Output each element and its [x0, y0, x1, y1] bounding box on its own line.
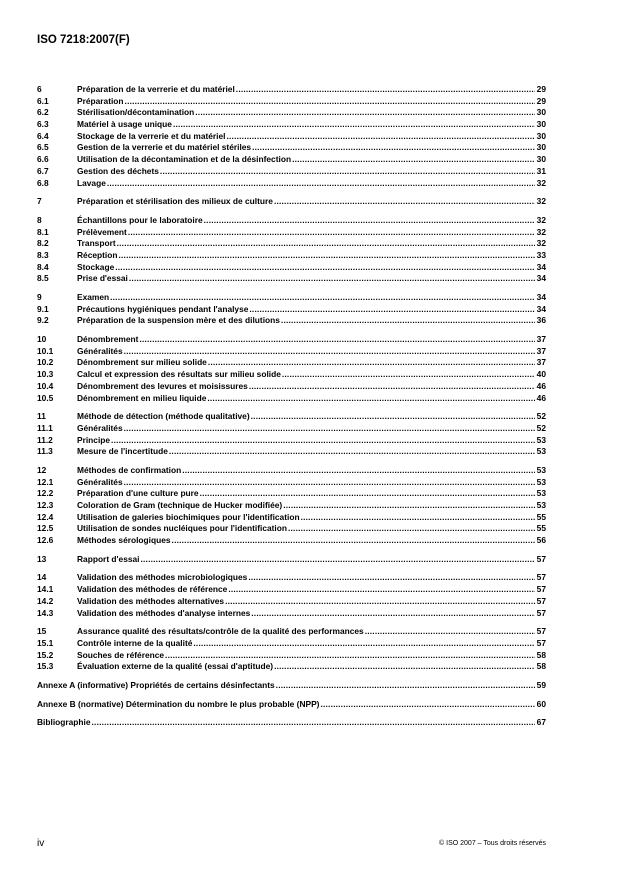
toc-entry[interactable]: [37, 346, 546, 358]
toc-entry-page: 40: [536, 369, 546, 380]
toc-entry-title: Rapport d'essai: [77, 553, 140, 564]
toc-entry-title: Coloration de Gram (technique de Hucker modifiée): [77, 500, 283, 510]
toc-entry-page: 46: [536, 392, 546, 403]
document-header: ISO 7218:2007(F): [37, 34, 130, 46]
toc-entry[interactable]: [37, 535, 546, 547]
dot-leader: [172, 535, 535, 545]
dot-leader: [251, 411, 535, 421]
toc-entry[interactable]: [37, 262, 546, 274]
toc-entry[interactable]: [37, 178, 546, 190]
toc-entry-page: 53: [536, 446, 546, 457]
toc-entry-title: Préparation et stérilisation des milieux de culture: [77, 196, 273, 207]
toc-entry-title: Utilisation de sondes nucléiques pour l'identification: [77, 523, 287, 534]
toc-entry-title: Dénombrement: [77, 334, 139, 345]
toc-entry-number: 6.8: [37, 177, 49, 188]
toc-entry-page: 57: [536, 572, 546, 583]
dot-leader: [225, 596, 535, 606]
toc-entry[interactable]: [37, 500, 546, 512]
toc-entry-title: Principe: [77, 434, 111, 445]
dot-leader: [301, 512, 535, 522]
toc-entry-page: 30: [536, 154, 546, 165]
toc-entry-page: 29: [536, 84, 546, 94]
toc-entry-number: 14.2: [37, 595, 54, 606]
toc-section: [37, 572, 546, 619]
toc-entry-number: 8.5: [37, 273, 49, 284]
toc-entry-number: 12.4: [37, 511, 54, 522]
toc-entry-title: Généralités: [77, 422, 123, 433]
toc-entry-title: Prise d'essai: [77, 273, 128, 284]
dot-leader: [124, 477, 535, 487]
dot-leader: [283, 500, 535, 510]
dot-leader: [160, 166, 535, 176]
toc-entry[interactable]: [37, 215, 546, 227]
toc-entry[interactable]: [37, 488, 546, 500]
toc-entry-page: 30: [536, 119, 546, 130]
toc-entry-page: 57: [536, 626, 546, 637]
toc-entry-number: 11.3: [37, 446, 53, 457]
toc-entry-title: Lavage: [77, 177, 106, 188]
toc-entry[interactable]: [37, 292, 546, 304]
toc-section: [37, 680, 546, 692]
toc-entry-number: 10.3: [37, 369, 54, 380]
toc-entry-title: Dénombrement sur milieu solide: [77, 357, 207, 368]
toc-entry-number: 9: [37, 292, 42, 302]
toc-entry-page: 56: [536, 535, 546, 546]
toc-entry-title: Contrôle interne de la qualité: [77, 637, 193, 648]
toc-section: [37, 196, 546, 208]
dot-leader: [274, 661, 535, 671]
toc-entry[interactable]: [37, 238, 546, 250]
toc-entry[interactable]: [37, 393, 546, 405]
toc-entry-page: 32: [536, 214, 546, 225]
toc-entry-page: 52: [536, 411, 546, 422]
toc-entry-number: 12.2: [37, 488, 54, 499]
toc-entry-number: 8.1: [37, 226, 49, 237]
dot-leader: [115, 262, 535, 272]
toc-entry-title: Souches de référence: [77, 649, 165, 660]
toc-entry-title: Bibliographie: [37, 717, 91, 728]
toc-entry-title: Utilisation de galeries biochimiques pour l'identification: [77, 511, 300, 522]
toc-entry-title: Méthodes sérologiques: [77, 535, 171, 546]
toc-entry-page: 53: [536, 476, 546, 487]
toc-section: [37, 292, 546, 327]
toc-entry-page: 53: [536, 434, 546, 445]
dot-leader: [365, 626, 535, 636]
dot-leader: [111, 435, 535, 445]
toc-entry[interactable]: [37, 435, 546, 447]
toc-entry[interactable]: [37, 523, 546, 535]
toc-entry-title: Méthode de détection (méthode qualitative): [77, 411, 250, 422]
dot-leader: [128, 227, 535, 237]
toc-entry[interactable]: [37, 96, 546, 108]
toc-entry[interactable]: [37, 107, 546, 119]
toc-entry-number: 6.5: [37, 142, 49, 153]
toc-entry[interactable]: [37, 250, 546, 262]
toc-entry-page: 32: [536, 226, 546, 237]
toc-entry[interactable]: [37, 512, 546, 524]
toc-entry-number: 8.2: [37, 238, 49, 249]
toc-entry-number: 12.6: [37, 535, 54, 546]
dot-leader: [182, 465, 535, 475]
dot-leader: [227, 131, 536, 141]
toc-entry[interactable]: [37, 596, 546, 608]
dot-leader: [282, 369, 535, 379]
toc-entry-number: 15: [37, 626, 47, 637]
toc-entry-number: 8.4: [37, 261, 49, 272]
dot-leader: [165, 650, 535, 660]
toc-entry[interactable]: [37, 411, 546, 423]
toc-entry-number: 9.2: [37, 315, 49, 326]
toc-section: [37, 215, 546, 285]
toc-entry[interactable]: [37, 477, 546, 489]
toc-entry-page: 60: [536, 698, 546, 709]
toc-entry-number: 12: [37, 464, 47, 475]
toc-entry[interactable]: [37, 315, 546, 327]
toc-entry-page: 46: [536, 380, 546, 391]
toc-entry-page: 30: [536, 130, 546, 141]
toc-entry-number: 8: [37, 214, 42, 225]
dot-leader: [204, 215, 535, 225]
toc-section: [37, 554, 546, 566]
dot-leader: [249, 304, 535, 314]
toc-entry-title: Assurance qualité des résultats/contrôle de la qualité des performances: [77, 626, 364, 637]
toc-entry-page: 30: [536, 142, 546, 153]
toc-entry-number: 12.3: [37, 500, 54, 510]
toc-entry-title: Dénombrement en milieu liquide: [77, 392, 207, 403]
toc-section: [37, 699, 546, 711]
dot-leader: [207, 393, 535, 403]
toc-entry-page: 34: [536, 303, 546, 314]
toc-entry-title: Gestion de la verrerie et du matériel stériles: [77, 142, 252, 153]
toc-entry[interactable]: [37, 584, 546, 596]
toc-entry[interactable]: [37, 142, 546, 154]
dot-leader: [107, 178, 535, 188]
toc-entry[interactable]: [37, 166, 546, 178]
toc-entry-page: 58: [536, 661, 546, 672]
toc-entry-page: 57: [536, 637, 546, 648]
dot-leader: [249, 381, 535, 391]
toc-entry-title: Stockage de la verrerie et du matériel: [77, 130, 226, 141]
toc-section: [37, 465, 546, 547]
toc-entry[interactable]: [37, 423, 546, 435]
toc-entry-title: Méthodes de confirmation: [77, 464, 182, 475]
dot-leader: [129, 273, 535, 283]
toc-entry-page: 57: [536, 595, 546, 606]
toc-entry-page: 53: [536, 464, 546, 475]
toc-entry-title: Validation des méthodes de référence: [77, 584, 228, 595]
toc-entry-page: 53: [536, 488, 546, 499]
toc-entry-title: Préparation d'une culture pure: [77, 488, 199, 499]
copyright-notice: © ISO 2007 – Tous droits réservés: [439, 840, 546, 847]
toc-entry-page: 59: [536, 679, 546, 690]
toc-entry-page: 32: [536, 238, 546, 249]
toc-entry[interactable]: [37, 554, 546, 566]
dot-leader: [292, 154, 535, 164]
dot-leader: [195, 107, 535, 117]
toc-entry-number: 12.5: [37, 523, 54, 534]
toc-entry[interactable]: [37, 638, 546, 650]
toc-entry-title: Prélèvement: [77, 226, 127, 237]
toc-section: [37, 626, 546, 673]
toc-entry-number: 6.3: [37, 119, 49, 130]
dot-leader: [251, 608, 535, 618]
toc-entry-title: Précautions hygiéniques pendant l'analyse: [77, 303, 249, 314]
toc-entry[interactable]: [37, 608, 546, 620]
toc-entry[interactable]: [37, 369, 546, 381]
toc-entry-page: 32: [536, 196, 546, 207]
dot-leader: [141, 554, 536, 564]
toc-entry-page: 53: [536, 500, 546, 510]
toc-entry-page: 30: [536, 107, 546, 118]
toc-entry[interactable]: [37, 572, 546, 584]
toc-entry-title: Transport: [77, 238, 116, 249]
toc-entry-title: Préparation de la verrerie et du matériel: [77, 84, 235, 94]
toc-entry-title: Évaluation externe de la qualité (essai d'aptitude): [77, 661, 274, 672]
toc-section: [37, 334, 546, 404]
dot-leader: [125, 96, 535, 106]
dot-leader: [320, 699, 535, 709]
toc-entry[interactable]: [37, 334, 546, 346]
dot-leader: [169, 446, 535, 456]
toc-entry[interactable]: [37, 154, 546, 166]
toc-entry-number: 15.2: [37, 649, 54, 660]
toc-entry-page: 52: [536, 422, 546, 433]
toc-entry-page: 32: [536, 177, 546, 188]
toc-entry-page: 57: [536, 607, 546, 618]
toc-entry-number: 11.2: [37, 434, 53, 445]
toc-entry-page: 34: [536, 273, 546, 284]
toc-entry-title: Mesure de l'incertitude: [77, 446, 168, 457]
dot-leader: [288, 523, 535, 533]
toc-entry-page: 33: [536, 249, 546, 260]
toc-entry-title: Gestion des déchets: [77, 165, 159, 176]
toc-entry-number: 15.3: [37, 661, 54, 672]
toc-entry-number: 12.1: [37, 476, 54, 487]
toc-entry-number: 9.1: [37, 303, 49, 314]
toc-entry-number: 6.4: [37, 130, 49, 141]
toc-entry-page: 67: [536, 717, 546, 728]
dot-leader: [139, 334, 535, 344]
toc-entry-title: Annexe B (normative) Détermination du nombre le plus probable (NPP): [37, 698, 320, 709]
toc-entry[interactable]: [37, 227, 546, 239]
page-number: iv: [37, 838, 45, 849]
toc-entry[interactable]: [37, 196, 546, 208]
dot-leader: [274, 196, 535, 206]
dot-leader: [119, 250, 536, 260]
dot-leader: [117, 238, 535, 248]
toc-entry-number: 6.2: [37, 107, 49, 118]
toc-entry[interactable]: [37, 381, 546, 393]
toc-entry-title: Généralités: [77, 476, 123, 487]
toc-entry-number: 14: [37, 572, 47, 583]
toc-entry-page: 55: [536, 511, 546, 522]
toc-entry-page: 29: [536, 95, 546, 106]
toc-entry[interactable]: [37, 446, 546, 458]
toc-entry-title: Dénombrement des levures et moisissures: [77, 380, 248, 391]
toc-entry-number: 14.1: [37, 584, 54, 595]
toc-entry-title: Préparation: [77, 95, 124, 106]
dot-leader: [208, 357, 535, 367]
toc-entry-title: Généralités: [77, 345, 123, 356]
toc-entry-page: 37: [536, 334, 546, 345]
dot-leader: [110, 292, 535, 302]
toc-entry-number: 6: [37, 84, 42, 94]
dot-leader: [193, 638, 535, 648]
toc-entry-page: 36: [536, 315, 546, 326]
toc-entry-number: 10.2: [37, 357, 54, 368]
toc-entry-title: Échantillons pour le laboratoire: [77, 214, 203, 225]
toc-entry-page: 31: [536, 165, 546, 176]
toc-entry[interactable]: [37, 650, 546, 662]
toc-entry[interactable]: [37, 304, 546, 316]
toc-entry-number: 10.1: [37, 345, 54, 356]
toc-entry[interactable]: [37, 717, 546, 729]
dot-leader: [281, 315, 535, 325]
toc-entry-number: 11: [37, 411, 46, 422]
toc-entry-page: 58: [536, 649, 546, 660]
toc-entry-number: 6.1: [37, 95, 49, 106]
toc-entry-number: 10.5: [37, 392, 54, 403]
toc-entry[interactable]: [37, 357, 546, 369]
dot-leader: [173, 119, 535, 129]
toc-entry[interactable]: [37, 465, 546, 477]
toc-entry-title: Utilisation de la décontamination et de la désinfection: [77, 154, 292, 165]
toc-entry-title: Stérilisation/décontamination: [77, 107, 195, 118]
toc-entry[interactable]: [37, 119, 546, 131]
toc-entry-page: 37: [536, 357, 546, 368]
toc-entry-number: 10.4: [37, 380, 54, 391]
toc-entry[interactable]: [37, 131, 546, 143]
toc-entry-page: 55: [536, 523, 546, 534]
dot-leader: [276, 680, 535, 690]
toc-entry-number: 11.1: [37, 422, 53, 433]
toc-entry-page: 34: [536, 261, 546, 272]
toc-entry-title: Matériel à usage unique: [77, 119, 172, 130]
toc-entry[interactable]: [37, 680, 546, 692]
toc-entry[interactable]: [37, 84, 546, 96]
dot-leader: [252, 142, 535, 152]
dot-leader: [228, 584, 535, 594]
dot-leader: [124, 423, 535, 433]
toc-entry[interactable]: [37, 626, 546, 638]
toc-entry-title: Réception: [77, 249, 118, 260]
toc-entry-page: 57: [536, 553, 546, 564]
toc-entry-title: Calcul et expression des résultats sur milieu solide: [77, 369, 281, 380]
toc-entry-title: Préparation de la suspension mère et des dilutions: [77, 315, 280, 326]
dot-leader: [124, 346, 535, 356]
toc-entry-title: Stockage: [77, 261, 115, 272]
toc-entry-number: 14.3: [37, 607, 54, 618]
dot-leader: [200, 488, 535, 498]
toc-section: [37, 84, 546, 189]
toc-entry-page: 37: [536, 345, 546, 356]
toc-entry[interactable]: [37, 699, 546, 711]
toc-entry-number: 13: [37, 553, 47, 564]
toc-entry-number: 8.3: [37, 249, 49, 260]
table-of-contents: [37, 84, 546, 736]
toc-entry-page: 57: [536, 584, 546, 595]
toc-entry-title: Examen: [77, 292, 110, 302]
toc-entry-number: 10: [37, 334, 47, 345]
toc-entry[interactable]: [37, 273, 546, 285]
toc-entry-number: 7: [37, 196, 42, 207]
toc-entry[interactable]: [37, 661, 546, 673]
dot-leader: [236, 84, 535, 94]
toc-entry-number: 15.1: [37, 637, 54, 648]
toc-entry-title: Annexe A (informative) Propriétés de certains désinfectants: [37, 679, 275, 690]
toc-entry-number: 6.6: [37, 154, 49, 165]
toc-entry-title: Validation des méthodes microbiologiques: [77, 572, 248, 583]
dot-leader: [92, 717, 535, 727]
toc-section: [37, 717, 546, 729]
toc-entry-page: 34: [536, 292, 546, 302]
toc-entry-number: 6.7: [37, 165, 49, 176]
dot-leader: [248, 572, 535, 582]
toc-entry-title: Validation des méthodes d'analyse internes: [77, 607, 251, 618]
toc-entry-title: Validation des méthodes alternatives: [77, 595, 225, 606]
toc-section: [37, 411, 546, 458]
